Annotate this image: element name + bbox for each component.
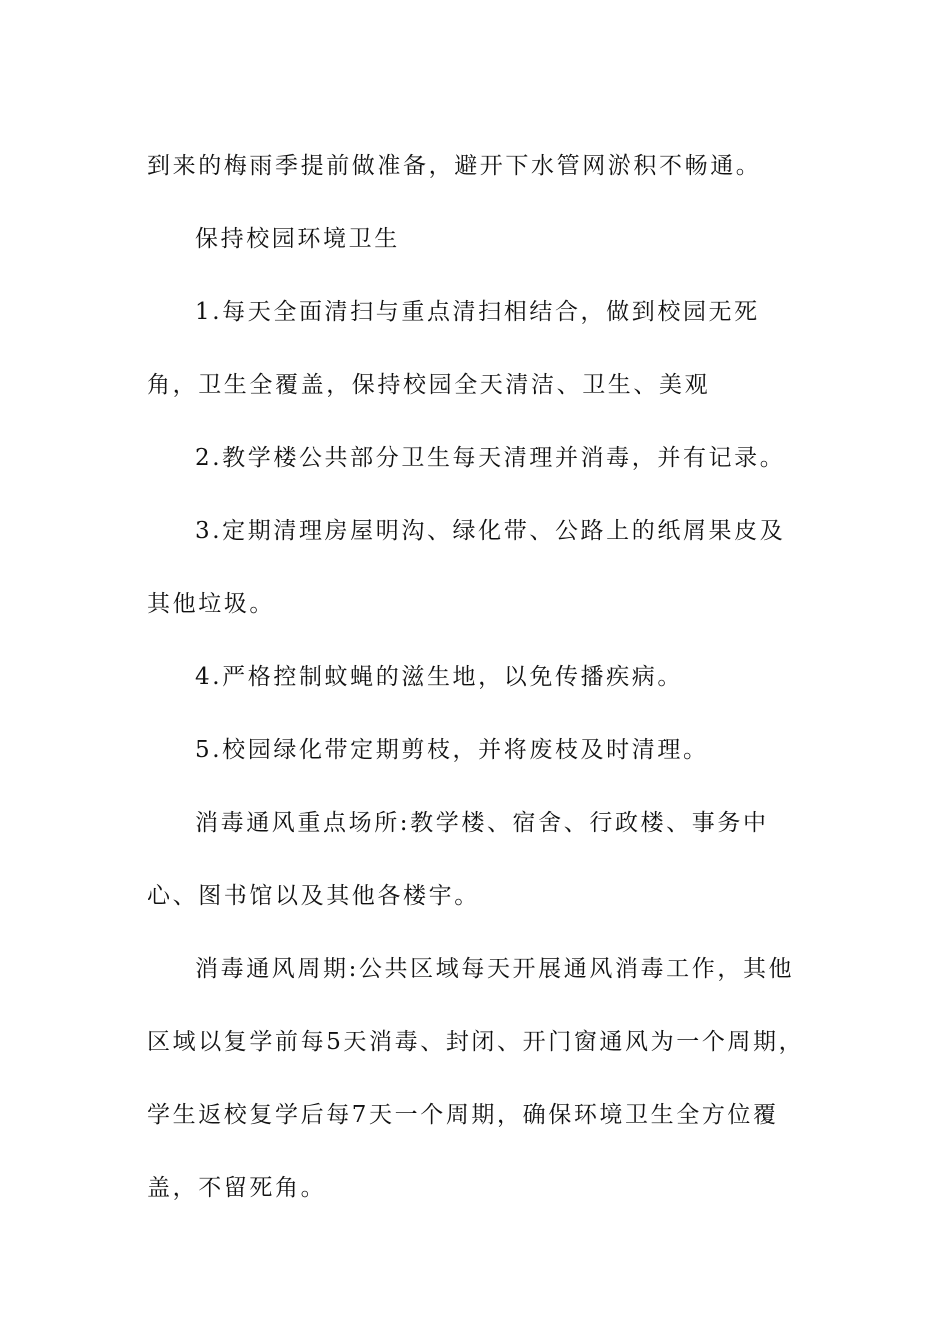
paragraph-continuation: 到来的梅雨季提前做准备，避开下水管网淤积不畅通。 xyxy=(147,153,762,179)
section-heading: 保持校园环境卫生 xyxy=(195,226,400,252)
list-item: 5.校园绿化带定期剪枝，并将废枝及时清理。 xyxy=(195,737,709,763)
list-item: 1.每天全面清扫与重点清扫相结合，做到校园无死角，卫生全覆盖，保持校园全天清洁、卫生、美观 xyxy=(147,299,760,398)
paragraph: 消毒通风周期:公共区域每天开展通风消毒工作，其他区域以复学前每5天消毒、封闭、开门窗通风为一个周期，学生返校复学后每7天一个周期，确保环境卫生全方位覆盖，不留死角。 xyxy=(147,956,805,1201)
list-item: 2.教学楼公共部分卫生每天清理并消毒，并有记录。 xyxy=(195,445,786,471)
list-item: 4.严格控制蚊蝇的滋生地，以免传播疾病。 xyxy=(195,664,683,690)
list-item: 3.定期清理房屋明沟、绿化带、公路上的纸屑果皮及其他垃圾。 xyxy=(147,518,786,617)
document-body xyxy=(147,130,807,1225)
paragraph: 消毒通风重点场所:教学楼、宿舍、行政楼、事务中心、图书馆以及其他各楼宇。 xyxy=(147,810,769,909)
